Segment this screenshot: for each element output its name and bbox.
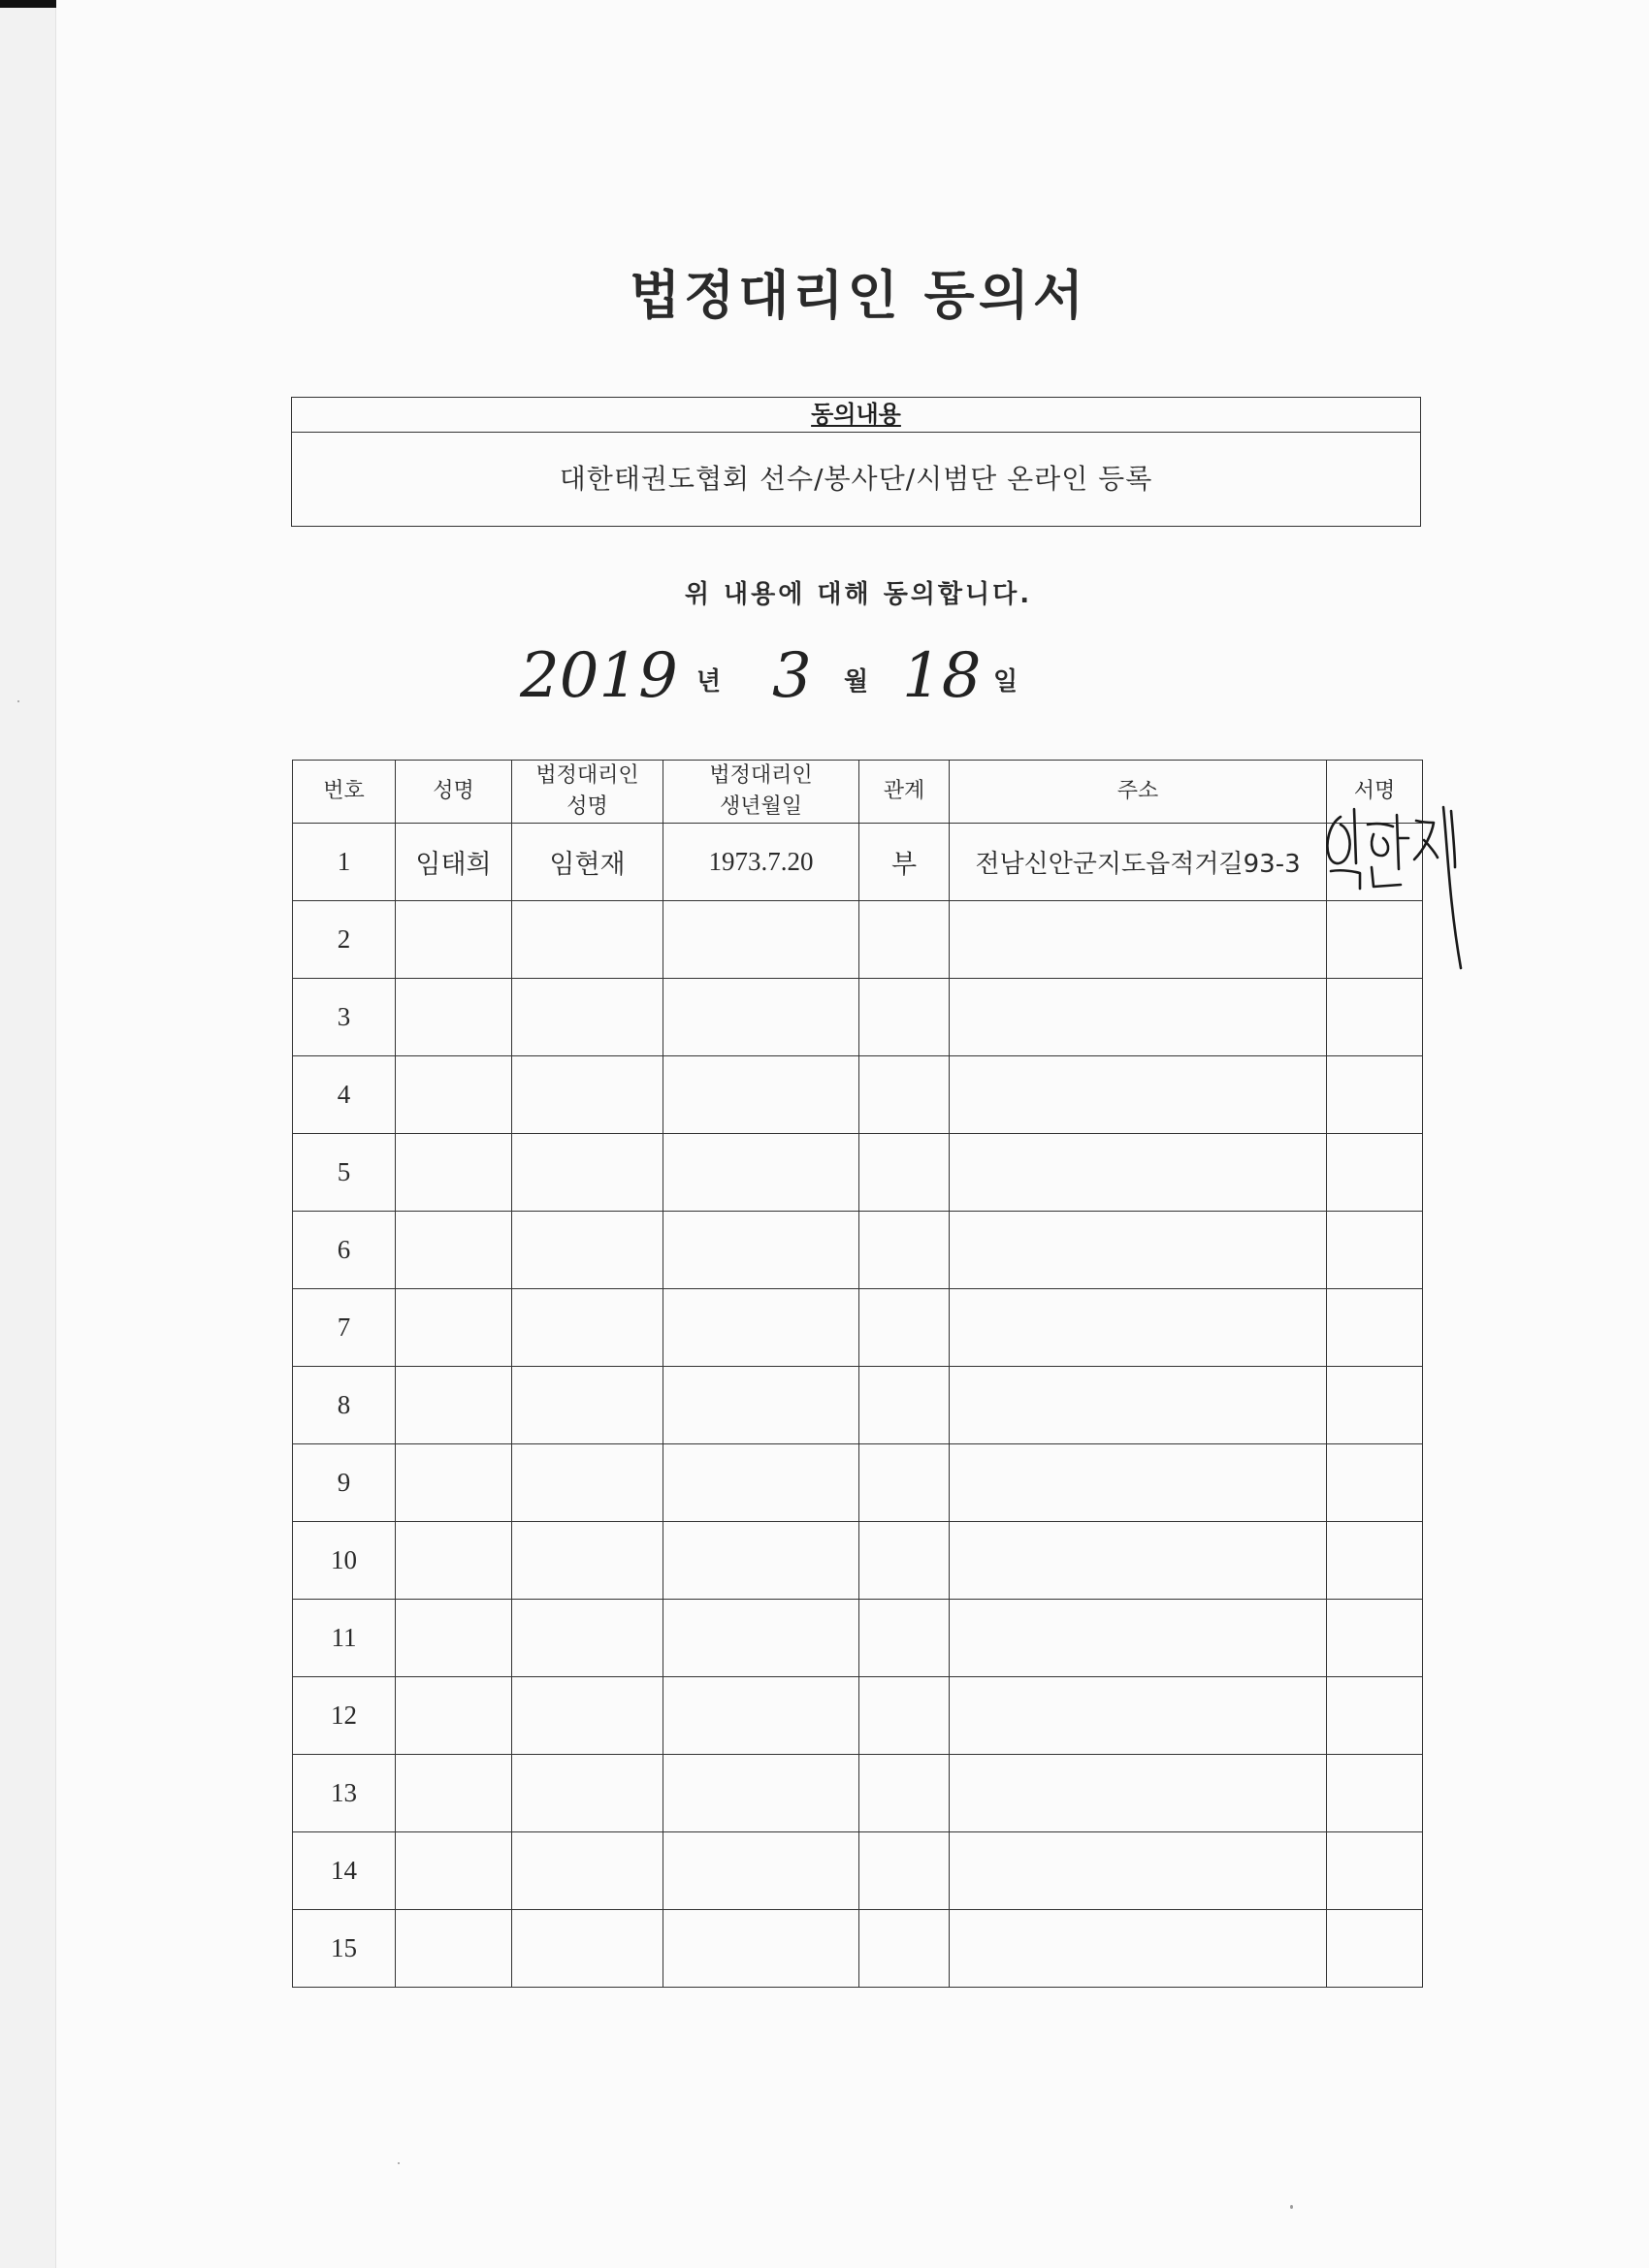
cell-guardian-name xyxy=(512,1134,663,1212)
agreement-box xyxy=(291,397,1421,527)
cell-guardian-birth xyxy=(663,1910,859,1988)
header-guardian-name-label: 법정대리인 성명 xyxy=(535,763,639,819)
date-month-unit: 월 xyxy=(844,667,869,697)
cell-no: 7 xyxy=(293,1289,396,1367)
cell-address: 전남신안군지도읍적거길93-3 xyxy=(950,824,1327,901)
scan-dust xyxy=(17,700,19,702)
table-row xyxy=(293,1212,1423,1289)
header-address: 주소 xyxy=(950,761,1327,824)
document-title: 법정대리인 동의서 xyxy=(629,265,1088,326)
cell-no: 11 xyxy=(293,1600,396,1677)
cell-address xyxy=(950,1444,1327,1522)
table-row xyxy=(293,824,1423,901)
cell-relation xyxy=(859,1056,950,1134)
table-row xyxy=(293,979,1423,1056)
signature-stroke xyxy=(1328,817,1350,863)
cell-no: 4 xyxy=(293,1056,396,1134)
cell-guardian-name xyxy=(512,1056,663,1134)
cell-signature xyxy=(1327,1600,1423,1677)
guardian-table xyxy=(292,760,1423,1988)
cell-name xyxy=(396,1755,512,1832)
date-day-unit: 일 xyxy=(993,667,1018,697)
cell-guardian-birth xyxy=(663,979,859,1056)
cell-name xyxy=(396,979,512,1056)
cell-signature xyxy=(1327,1056,1423,1134)
cell-guardian-name xyxy=(512,1832,663,1910)
cell-name xyxy=(396,1212,512,1289)
cell-guardian-birth xyxy=(663,1289,859,1367)
cell-address xyxy=(950,901,1327,979)
cell-address xyxy=(950,1755,1327,1832)
cell-guardian-birth xyxy=(663,1367,859,1444)
cell-name xyxy=(396,1910,512,1988)
cell-guardian-birth xyxy=(663,1755,859,1832)
signature-stroke xyxy=(1354,809,1356,863)
cell-no: 10 xyxy=(293,1522,396,1600)
cell-relation xyxy=(859,1832,950,1910)
cell-name xyxy=(396,1289,512,1367)
cell-signature xyxy=(1327,1444,1423,1522)
cell-name xyxy=(396,901,512,979)
cell-no: 14 xyxy=(293,1832,396,1910)
cell-no: 5 xyxy=(293,1134,396,1212)
cell-name xyxy=(396,1832,512,1910)
header-relation: 관계 xyxy=(859,761,950,824)
cell-no: 6 xyxy=(293,1212,396,1289)
cell-address xyxy=(950,1134,1327,1212)
cell-signature xyxy=(1327,1677,1423,1755)
table-row xyxy=(293,1056,1423,1134)
table-row xyxy=(293,1444,1423,1522)
cell-guardian-name xyxy=(512,1677,663,1755)
cell-guardian-name xyxy=(512,901,663,979)
cell-address xyxy=(950,979,1327,1056)
signature-stroke xyxy=(1331,870,1360,889)
cell-name xyxy=(396,1134,512,1212)
cell-no: 13 xyxy=(293,1755,396,1832)
cell-address xyxy=(950,1910,1327,1988)
cell-address xyxy=(950,1056,1327,1134)
cell-signature xyxy=(1327,1212,1423,1289)
date-day-handwritten: 18 xyxy=(902,640,982,712)
cell-no: 12 xyxy=(293,1677,396,1755)
date-row xyxy=(0,640,1649,728)
cell-relation: 부 xyxy=(859,824,950,901)
handwritten-signature xyxy=(1319,795,1474,980)
cell-guardian-birth xyxy=(663,901,859,979)
cell-address xyxy=(950,1367,1327,1444)
scan-edge xyxy=(0,0,56,2268)
header-name: 성명 xyxy=(396,761,512,824)
date-month-handwritten: 3 xyxy=(772,640,812,712)
cell-guardian-name xyxy=(512,1212,663,1289)
cell-guardian-birth xyxy=(663,1677,859,1755)
cell-guardian-name xyxy=(512,1367,663,1444)
cell-guardian-birth: 1973.7.20 xyxy=(663,824,859,901)
table-header-row xyxy=(293,761,1423,824)
cell-guardian-name xyxy=(512,1289,663,1367)
cell-guardian-birth xyxy=(663,1212,859,1289)
cell-name xyxy=(396,1444,512,1522)
cell-guardian-name xyxy=(512,1522,663,1600)
cell-no: 3 xyxy=(293,979,396,1056)
cell-address xyxy=(950,1522,1327,1600)
signature-stroke xyxy=(1397,815,1399,869)
cell-guardian-birth xyxy=(663,1134,859,1212)
cell-signature xyxy=(1327,1832,1423,1910)
table-row xyxy=(293,1677,1423,1755)
cell-name xyxy=(396,1056,512,1134)
table-row xyxy=(293,1755,1423,1832)
cell-guardian-birth xyxy=(663,1522,859,1600)
table-row xyxy=(293,1832,1423,1910)
cell-guardian-birth xyxy=(663,1056,859,1134)
scan-corner-mark xyxy=(0,0,56,8)
agreement-content: 대한태권도협회 선수/봉사단/시범단 온라인 등록 xyxy=(559,463,1153,495)
agreement-header: 동의내용 xyxy=(292,398,1420,433)
cell-guardian-name xyxy=(512,1600,663,1677)
cell-guardian-birth xyxy=(663,1600,859,1677)
cell-relation xyxy=(859,1289,950,1367)
table-row xyxy=(293,1600,1423,1677)
header-signature: 서명 xyxy=(1327,761,1423,824)
cell-relation xyxy=(859,979,950,1056)
header-guardian-name xyxy=(512,761,663,824)
cell-guardian-name xyxy=(512,1444,663,1522)
cell-name xyxy=(396,1522,512,1600)
cell-signature xyxy=(1327,1755,1423,1832)
cell-relation xyxy=(859,1367,950,1444)
cell-no: 9 xyxy=(293,1444,396,1522)
cell-relation xyxy=(859,1755,950,1832)
table-row xyxy=(293,1522,1423,1600)
cell-no: 8 xyxy=(293,1367,396,1444)
header-guardian-birth-label: 법정대리인 생년월일 xyxy=(709,763,813,819)
cell-guardian-name xyxy=(512,979,663,1056)
table-body xyxy=(293,824,1423,1988)
cell-no: 1 xyxy=(293,824,396,901)
cell-guardian-name xyxy=(512,1910,663,1988)
cell-relation xyxy=(859,1444,950,1522)
cell-address xyxy=(950,1212,1327,1289)
cell-name xyxy=(396,1367,512,1444)
signature-stroke xyxy=(1424,840,1438,858)
table-row xyxy=(293,1910,1423,1988)
cell-name xyxy=(396,1600,512,1677)
cell-relation xyxy=(859,1522,950,1600)
cell-relation xyxy=(859,1134,950,1212)
cell-signature xyxy=(1327,979,1423,1056)
cell-signature xyxy=(1327,1289,1423,1367)
cell-signature xyxy=(1327,1134,1423,1212)
cell-guardian-birth xyxy=(663,1832,859,1910)
table-row xyxy=(293,1134,1423,1212)
cell-relation xyxy=(859,1910,950,1988)
header-no: 번호 xyxy=(293,761,396,824)
cell-no: 15 xyxy=(293,1910,396,1988)
cell-no: 2 xyxy=(293,901,396,979)
date-year-handwritten: 2019 xyxy=(520,640,678,712)
table-row xyxy=(293,1289,1423,1367)
table-row xyxy=(293,901,1423,979)
cell-relation xyxy=(859,1600,950,1677)
cell-address xyxy=(950,1600,1327,1677)
cell-signature xyxy=(1327,1367,1423,1444)
cell-signature xyxy=(1327,1910,1423,1988)
cell-relation xyxy=(859,901,950,979)
date-year-unit: 년 xyxy=(696,667,722,697)
signature-stroke xyxy=(1451,811,1455,867)
cell-guardian-birth xyxy=(663,1444,859,1522)
scan-dust xyxy=(398,2162,400,2164)
cell-relation xyxy=(859,1677,950,1755)
cell-guardian-name xyxy=(512,1755,663,1832)
signature-stroke xyxy=(1372,834,1388,856)
cell-address xyxy=(950,1832,1327,1910)
signature-stroke xyxy=(1368,824,1393,826)
cell-signature xyxy=(1327,1522,1423,1600)
cell-relation xyxy=(859,1212,950,1289)
cell-address xyxy=(950,1289,1327,1367)
cell-address xyxy=(950,1677,1327,1755)
signature-stroke xyxy=(1372,867,1401,887)
table-row xyxy=(293,1367,1423,1444)
scan-dust xyxy=(1290,2205,1293,2209)
header-guardian-birth xyxy=(663,761,859,824)
cell-name xyxy=(396,1677,512,1755)
consent-statement: 위 내용에 대해 동의합니다. xyxy=(684,580,1033,609)
cell-guardian-name: 임현재 xyxy=(512,824,663,901)
cell-name: 임태희 xyxy=(396,824,512,901)
